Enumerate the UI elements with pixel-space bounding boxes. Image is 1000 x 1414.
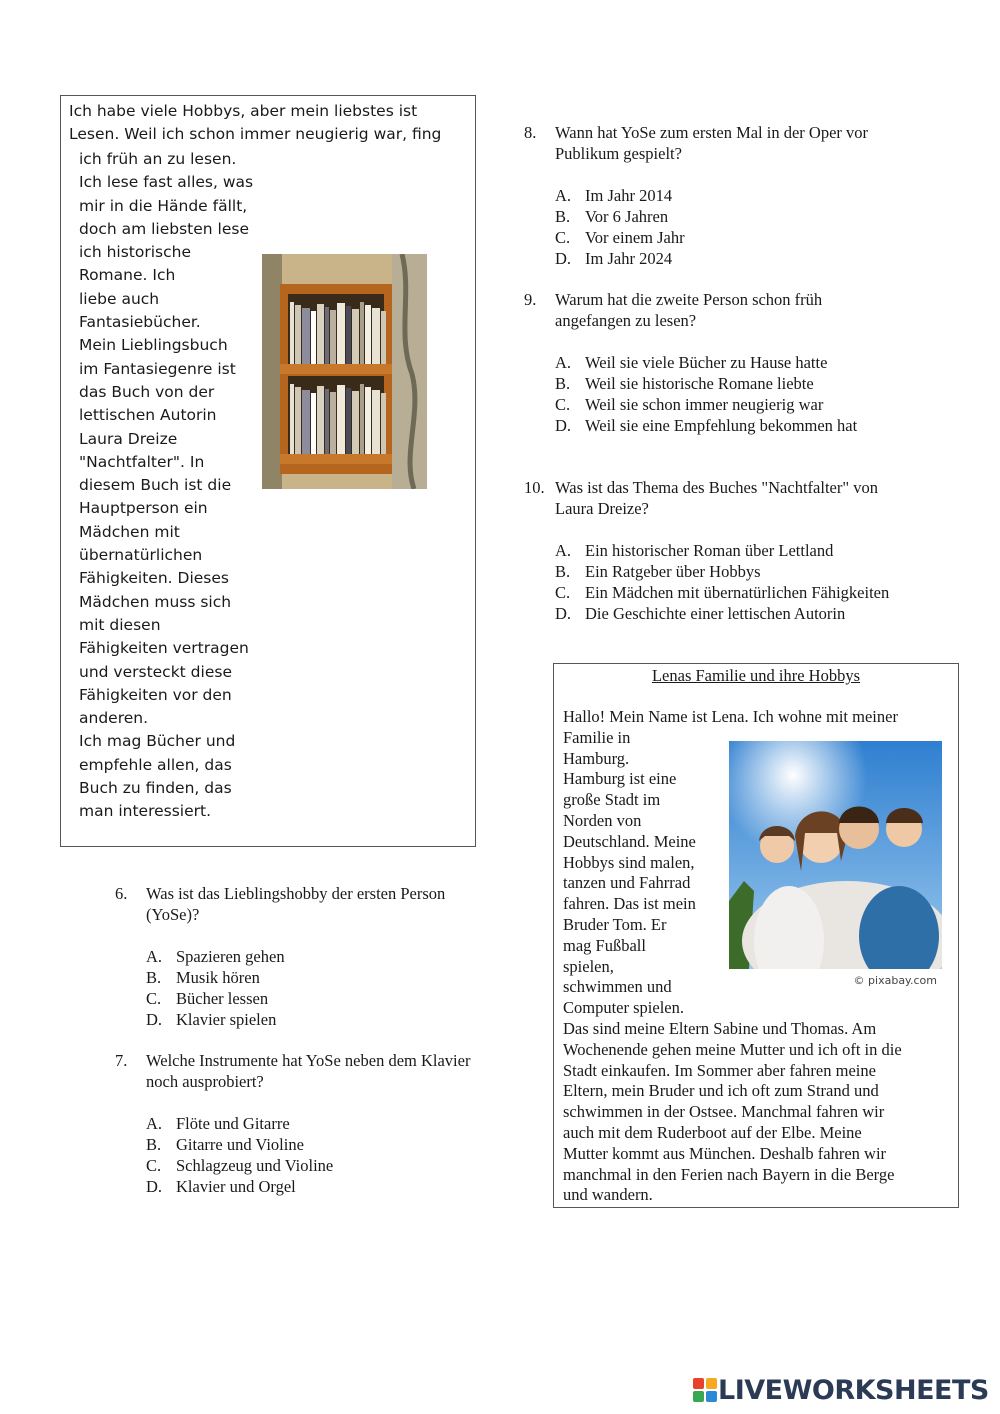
option-text: Im Jahr 2024 [585,249,673,268]
question-number: 10. [524,478,545,497]
answer-options [555,185,685,269]
text-line: Ich habe viele Hobbys, aber mein liebstes ist [69,102,418,120]
answer-option[interactable] [555,582,889,603]
answer-options [146,946,285,1030]
answer-option[interactable] [555,352,857,373]
text-line: Buch zu finden, das [79,779,232,798]
question-stem: Was ist das Lieblingshobby der ersten Person (YoSe)? [146,884,446,924]
option-letter: A. [555,353,572,372]
option-letter: B. [146,1135,162,1154]
text-line: Hauptperson ein [79,499,208,518]
text-line: das Buch von der [79,382,215,401]
option-letter: C. [555,395,571,414]
option-text: Weil sie historische Romane liebte [585,374,814,393]
text-line: lettischen Autorin [79,406,217,425]
book-spine [317,386,324,454]
answer-option[interactable] [146,1009,285,1030]
text-line: "Nachtfalter". In [79,452,205,471]
option-letter: B. [555,562,571,581]
option-letter: C. [146,989,162,1008]
book-spine [372,390,380,454]
option-letter: B. [555,207,571,226]
text-line: Computer spielen. [563,998,684,1018]
text-line: Mutter kommt aus München. Deshalb fahren wir [563,1143,887,1163]
text-line: große Stadt im [563,790,661,810]
text-line: und wandern. [563,1185,653,1205]
book-spine [290,302,294,364]
option-letter: A. [146,1114,163,1133]
text-line: auch mit dem Ruderboot auf der Elbe. Meine [563,1123,862,1142]
book-spine [325,307,329,364]
text-line: fahren. Das ist mein [563,894,696,914]
question-number: 8. [524,123,537,142]
question-number: 9. [524,290,537,309]
answer-option[interactable] [555,540,889,561]
option-text: Klavier und Orgel [176,1177,296,1196]
text-line: manchmal in den Ferien nach Bayern in die Berge [563,1164,895,1184]
text-line: ich historische [79,243,191,262]
option-letter: D. [555,604,572,623]
book-spine [365,305,371,364]
text-line: mit diesen [79,615,161,634]
text-line: liebe auch [79,289,160,308]
text-line: Mädchen muss sich [79,592,232,611]
book-spine [346,388,351,454]
option-letter: D. [555,416,572,435]
text-line: schwimmen in der Ostsee. Manchmal fahren wir [563,1102,885,1122]
text-column [79,148,254,824]
text-line: Fantasiebücher. [79,313,201,332]
option-letter: D. [555,249,572,268]
bookshelf-photo [262,254,427,489]
option-text: Die Geschichte einer lettischen Autorin [585,604,846,623]
text-line: Hobbys sind malen, [563,852,695,872]
reading-text-box-lena [553,663,959,1208]
book-spine [365,387,371,454]
text-line: Mädchen mit [79,522,180,541]
text-line: Mein Lieblingsbuch [79,336,228,355]
question-number: 6. [115,884,128,903]
question-7 [115,1050,495,1200]
option-letter: C. [555,583,571,602]
text-line: ich früh an zu lesen. [79,150,237,168]
text-line: Ich lese fast alles, was [79,173,254,192]
text-line: spielen, [563,956,614,976]
option-text: Vor 6 Jahren [585,207,669,226]
text-line: und versteckt diese [79,662,232,681]
text-line: Norden von [563,811,642,830]
answer-option[interactable] [555,415,857,436]
photo-credit: © pixabay.com [853,974,937,987]
text-line: Ich mag Bücher und [79,732,236,751]
question-stem: Warum hat die zweite Person schon früh angefangen zu lesen? [555,290,823,330]
answer-option[interactable] [555,248,685,269]
option-letter: B. [146,968,162,987]
book-spine [372,308,380,364]
option-text: Weil sie schon immer neugierig war [585,395,824,414]
question-stem: Welche Instrumente hat YoSe neben dem Klavier noch ausprobiert? [146,1051,471,1091]
text-line: doch am liebsten lese [79,219,250,238]
book-spine [311,311,316,364]
book-spine [290,384,294,454]
answer-option[interactable] [555,373,857,394]
book-spine [311,393,316,454]
logo-text: LIVEWORKSHEETS [718,1374,989,1406]
option-text: Ein Mädchen mit übernatürlichen Fähigkeiten [585,583,890,602]
text-line: Lesen. Weil ich schon immer neugierig war, fing [69,125,442,143]
option-text: Flöte und Gitarre [176,1114,290,1133]
answer-option[interactable] [146,967,285,988]
book-spine [381,311,386,364]
answer-option[interactable] [555,206,685,227]
option-letter: D. [146,1010,163,1029]
answer-options [555,352,857,436]
text-line: diesem Buch ist die [79,476,232,495]
option-text: Musik hören [176,968,260,987]
book-spine [337,385,345,454]
option-text: Im Jahr 2014 [585,186,673,205]
book-spine [360,302,364,364]
text-line: Fähigkeiten vertragen [79,639,249,658]
option-text: Gitarre und Violine [176,1135,304,1154]
option-text: Ein historischer Roman über Lettland [585,541,834,560]
text-line: Romane. Ich [79,266,176,285]
text-line: Stadt einkaufen. Im Sommer aber fahren meine [563,1060,876,1080]
text-line: übernatürlichen [79,546,203,565]
text-line: Hamburg. [563,748,630,768]
answer-option[interactable] [146,1134,333,1155]
question-10 [524,477,924,647]
text-line: Wochenende gehen meine Mutter und ich oft in die [563,1039,902,1059]
answer-option[interactable] [146,1113,333,1134]
text-line: Fähigkeiten vor den [79,685,232,704]
option-text: Weil sie eine Empfehlung bekommen hat [585,416,858,435]
book-spine [317,304,324,364]
answer-options [555,540,889,624]
text-line: mir in die Hände fällt, [79,196,248,215]
answer-options [146,1113,333,1197]
option-letter: C. [555,228,571,247]
book-spine [330,310,336,364]
answer-option[interactable] [555,394,857,415]
book-spine [337,303,345,364]
option-text: Weil sie viele Bücher zu Hause hatte [585,353,828,372]
option-text: Schlagzeug und Violine [176,1156,334,1175]
option-letter: D. [146,1177,163,1196]
text-line: Bruder Tom. Er [563,915,667,934]
family-photo [729,741,942,991]
liveworksheets-logo[interactable] [692,1376,989,1404]
text-line: Eltern, mein Bruder und ich oft zum Strand und [563,1081,879,1101]
book-spine [352,391,359,454]
book-spine [295,387,301,454]
question-6 [115,883,495,1033]
option-text: Vor einem Jahr [585,228,685,247]
book-spine [302,390,310,454]
text-line: Laura Dreize [79,429,178,448]
text-line: man interessiert. [79,802,212,821]
answer-option[interactable] [146,1176,333,1197]
book-spine [381,393,386,454]
text-line: Hamburg ist eine [563,769,677,789]
book-spine [330,392,336,454]
question-8 [524,122,904,272]
text-line: Hallo! Mein Name ist Lena. Ich wohne mit meiner [563,707,898,726]
text-line: tanzen und Fahrrad [563,873,691,893]
text-line: Das sind meine Eltern Sabine und Thomas. Am [563,1019,877,1038]
book-spine [352,309,359,364]
text-line: empfehle allen, das [79,755,232,774]
answer-option[interactable] [555,185,685,206]
book-spine [360,384,364,454]
option-letter: A. [555,541,572,560]
answer-option[interactable] [146,988,285,1009]
book-spine [346,306,351,364]
text-line: anderen. [79,709,149,728]
question-stem: Wann hat YoSe zum ersten Mal in der Oper vor Publikum gespielt? [555,123,869,163]
option-text: Klavier spielen [176,1010,277,1029]
answer-option[interactable] [555,561,889,582]
text-line: mag Fußball [563,935,646,955]
option-text: Ein Ratgeber über Hobbys [585,562,761,581]
book-spine [325,389,329,454]
answer-option[interactable] [555,227,685,248]
text-line: schwimmen und [563,977,672,997]
text-line: Familie in [563,727,631,747]
answer-option[interactable] [555,603,889,624]
text-line: Deutschland. Meine [563,831,696,851]
text-line: im Fantasiegenre ist [79,359,236,378]
text-title: Lenas Familie und ihre Hobbys [651,666,861,685]
book-spine [295,305,301,364]
question-9 [524,289,904,459]
question-number: 7. [115,1051,128,1070]
question-stem: Was ist das Thema des Buches "Nachtfalter" von Laura Dreize? [555,478,878,518]
answer-option[interactable] [146,946,285,967]
option-letter: A. [555,186,572,205]
book-spine [302,308,310,364]
answer-option[interactable] [146,1155,333,1176]
option-text: Spazieren gehen [176,947,285,966]
logo-icon [692,1377,718,1403]
option-letter: B. [555,374,571,393]
option-letter: A. [146,947,163,966]
option-text: Bücher lessen [176,989,269,1008]
option-letter: C. [146,1156,162,1175]
text-line: Fähigkeiten. Dieses [79,569,229,588]
